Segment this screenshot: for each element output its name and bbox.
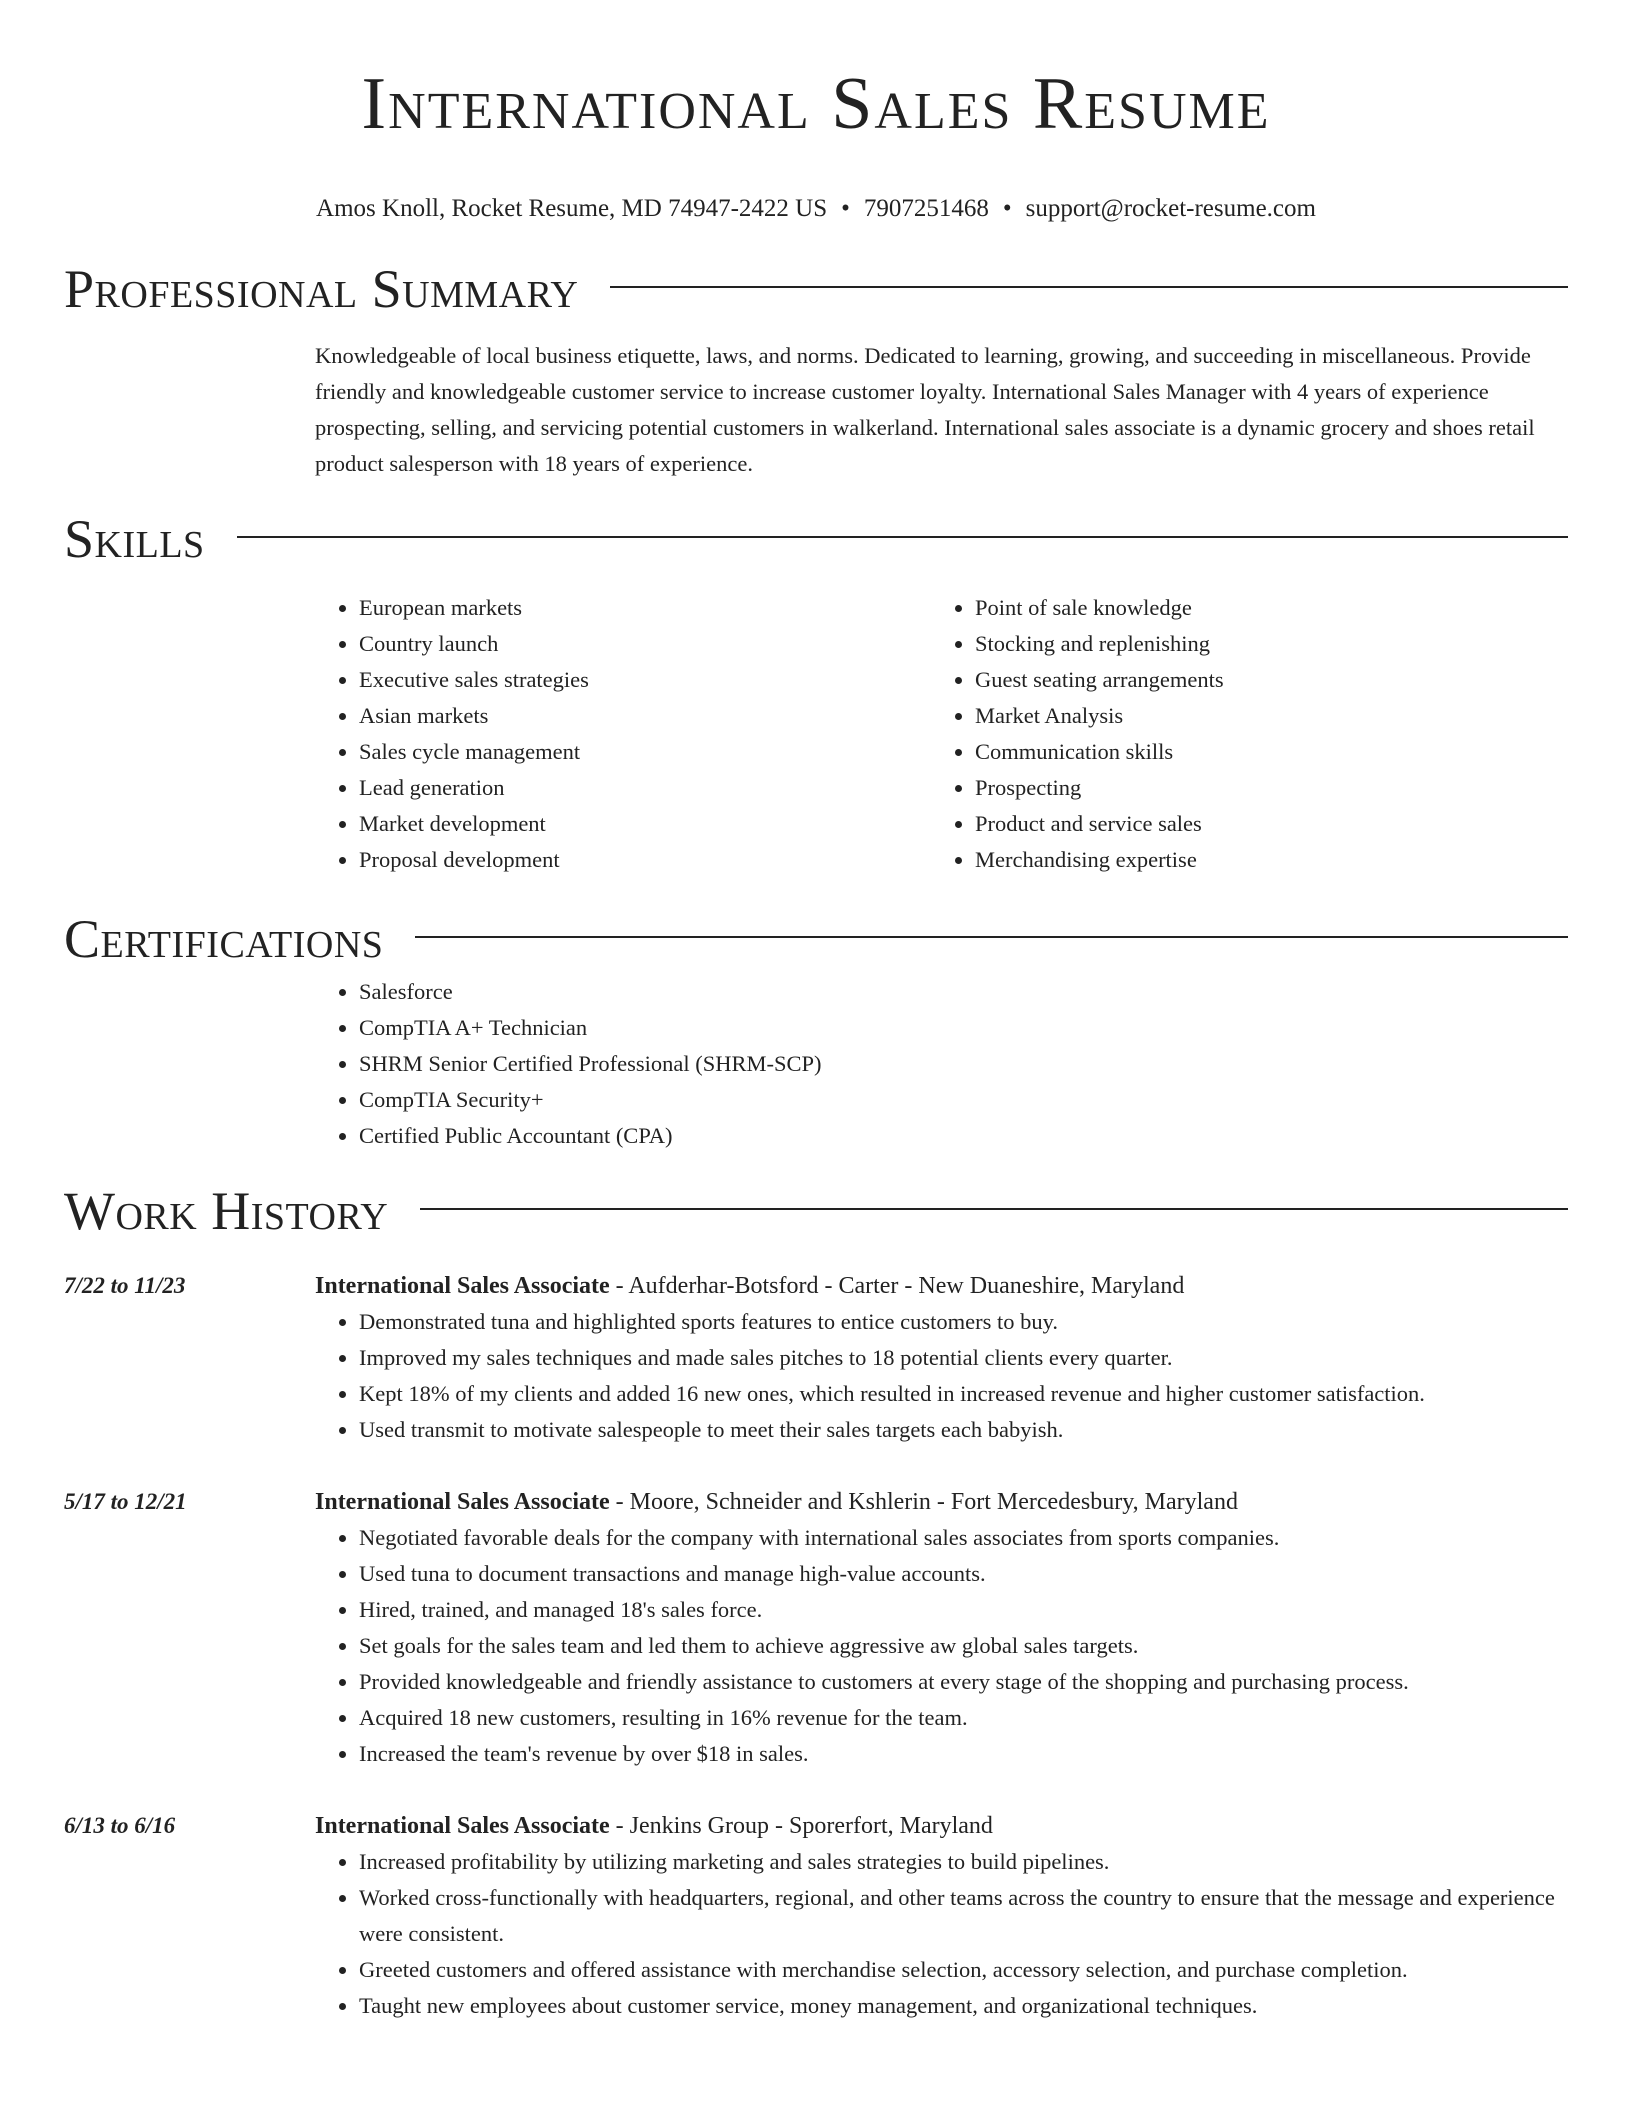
- page-title: International Sales Resume: [361, 63, 1271, 145]
- job-entry: [64, 1484, 1568, 1772]
- skill-item: • Stocking and replenishing: [975, 626, 1547, 662]
- skill-item: • Market Analysis: [975, 698, 1547, 734]
- job-heading: [315, 1808, 1568, 1844]
- job-dates: 6/13 to 6/16: [64, 1813, 176, 1838]
- job-employer: - Moore, Schneider and Kshlerin - Fort Mercedesbury, Maryland: [609, 1489, 1238, 1515]
- skill-item: • Point of sale knowledge: [975, 590, 1547, 626]
- skill-item: • Market development: [359, 806, 931, 842]
- job-bullet: • Improved my sales techniques and made sales pitches to 18 potential clients every quarter.: [359, 1340, 1568, 1376]
- job-bullets: [315, 1304, 1568, 1448]
- job-bullet: • Increased the team's revenue by over $18 in sales.: [359, 1736, 1568, 1772]
- skill-item: • Sales cycle management: [359, 734, 931, 770]
- skill-item: • European markets: [359, 590, 931, 626]
- skill-item: • Product and service sales: [975, 806, 1547, 842]
- section-divider: [415, 936, 1568, 938]
- job-role: International Sales Associate: [315, 1489, 610, 1515]
- job-role: International Sales Associate: [315, 1273, 610, 1299]
- job-entry: [64, 1268, 1568, 1448]
- job-employer: - Jenkins Group - Sporerfort, Maryland: [609, 1813, 993, 1839]
- certifications-section: [64, 904, 1568, 1154]
- job-bullet: • Increased profitability by utilizing marketing and sales strategies to build pipelines.: [359, 1844, 1568, 1880]
- job-dates: 5/17 to 12/21: [64, 1489, 187, 1514]
- section-header: [64, 1176, 1568, 1246]
- skills-column-right: [931, 590, 1547, 878]
- job-heading: [315, 1268, 1568, 1304]
- job-bullet: • Demonstrated tuna and highlighted sports features to entice customers to buy.: [359, 1304, 1568, 1340]
- job-bullet: • Provided knowledgeable and friendly assistance to customers at every stage of the shopping and purchasing process.: [359, 1664, 1568, 1700]
- skill-item: • Proposal development: [359, 842, 931, 878]
- skill-item: • Country launch: [359, 626, 931, 662]
- contact-separator: •: [841, 195, 850, 222]
- job-bullet: • Used tuna to document transactions and manage high-value accounts.: [359, 1556, 1568, 1592]
- certification-item: • Salesforce: [359, 974, 1568, 1010]
- job-details: [315, 1268, 1568, 1448]
- job-bullet: • Acquired 18 new customers, resulting in 16% revenue for the team.: [359, 1700, 1568, 1736]
- contact-separator: •: [1002, 195, 1012, 222]
- section-header: [64, 904, 1568, 974]
- job-bullet: • Used transmit to motivate salespeople to meet their sales targets each babyish.: [359, 1412, 1568, 1448]
- job-bullet: • Kept 18% of my clients and added 16 new ones, which resulted in increased revenue and higher customer satisfaction.: [359, 1376, 1568, 1412]
- summary-body: [315, 338, 1568, 482]
- skill-item: • Merchandising expertise: [975, 842, 1547, 878]
- certifications-body: [315, 974, 1568, 1154]
- skill-item: • Asian markets: [359, 698, 931, 734]
- job-details: [315, 1808, 1568, 2024]
- work-history-heading: Work History: [64, 1181, 389, 1241]
- job-bullet: • Hired, trained, and managed 18's sales force.: [359, 1592, 1568, 1628]
- section-divider: [610, 286, 1568, 288]
- job-dates: 7/22 to 11/23: [64, 1273, 186, 1298]
- section-header: [64, 504, 1568, 574]
- job-bullets: [315, 1520, 1568, 1772]
- job-role: International Sales Associate: [315, 1813, 610, 1839]
- job-bullet: • Worked cross-functionally with headquarters, regional, and other teams across the country to ensure that the message and experience were consistent.: [359, 1880, 1568, 1952]
- contact-address: Amos Knoll, Rocket Resume, MD 74947-2422 US: [316, 195, 828, 222]
- certifications-list: [315, 974, 1568, 1154]
- skill-item: • Communication skills: [975, 734, 1547, 770]
- summary-heading: Professional Summary: [64, 259, 579, 319]
- certification-item: • SHRM Senior Certified Professional (SHRM-SCP): [359, 1046, 1568, 1082]
- skills-heading: Skills: [64, 509, 205, 569]
- skills-body: [315, 590, 1568, 878]
- skill-item: • Guest seating arrangements: [975, 662, 1547, 698]
- job-bullet: • Taught new employees about customer service, money management, and organizational techniques.: [359, 1988, 1568, 2024]
- job-bullet: • Set goals for the sales team and led them to achieve aggressive aw global sales targets.: [359, 1628, 1568, 1664]
- job-employer: - Aufderhar-Botsford - Carter - New Duaneshire, Maryland: [609, 1273, 1185, 1299]
- skill-item: • Prospecting: [975, 770, 1547, 806]
- summary-text: Knowledgeable of local business etiquette, laws, and norms. Dedicated to learning, growing, and succeeding in miscellaneous. Provide friendly and knowledgeable customer service to increase customer loyalty. International Sales Manager with 4 years of experience prospecting, selling, and servicing potential customers in walkerland. International sales associate is a dynamic grocery and shoes retail product salesperson with 18 years of experience.: [315, 343, 1535, 476]
- job-heading: [315, 1484, 1568, 1520]
- skills-grid: [315, 590, 1568, 878]
- certification-item: • CompTIA A+ Technician: [359, 1010, 1568, 1046]
- contact-line: [64, 194, 1568, 224]
- job-bullet: • Greeted customers and offered assistance with merchandise selection, accessory selection, and purchase completion.: [359, 1952, 1568, 1988]
- skills-section: [64, 504, 1568, 878]
- skills-list-right: [931, 590, 1547, 878]
- section-header: [64, 254, 1568, 324]
- skill-item: • Lead generation: [359, 770, 931, 806]
- certification-item: • CompTIA Security+: [359, 1082, 1568, 1118]
- skills-list-left: [315, 590, 931, 878]
- skills-column-left: [315, 590, 931, 878]
- skill-item: • Executive sales strategies: [359, 662, 931, 698]
- job-entry: [64, 1808, 1568, 2024]
- section-divider: [237, 536, 1568, 538]
- certification-item: • Certified Public Accountant (CPA): [359, 1118, 1568, 1154]
- job-bullet: • Negotiated favorable deals for the company with international sales associates from sports companies.: [359, 1520, 1568, 1556]
- job-bullets: [315, 1844, 1568, 2024]
- contact-phone: 7907251468: [863, 195, 989, 222]
- work-history-section: [64, 1176, 1568, 2024]
- section-divider: [420, 1208, 1568, 1210]
- job-details: [315, 1484, 1568, 1772]
- summary-section: [64, 254, 1568, 482]
- certifications-heading: Certifications: [64, 909, 384, 969]
- contact-email: support@rocket-resume.com: [1025, 195, 1316, 222]
